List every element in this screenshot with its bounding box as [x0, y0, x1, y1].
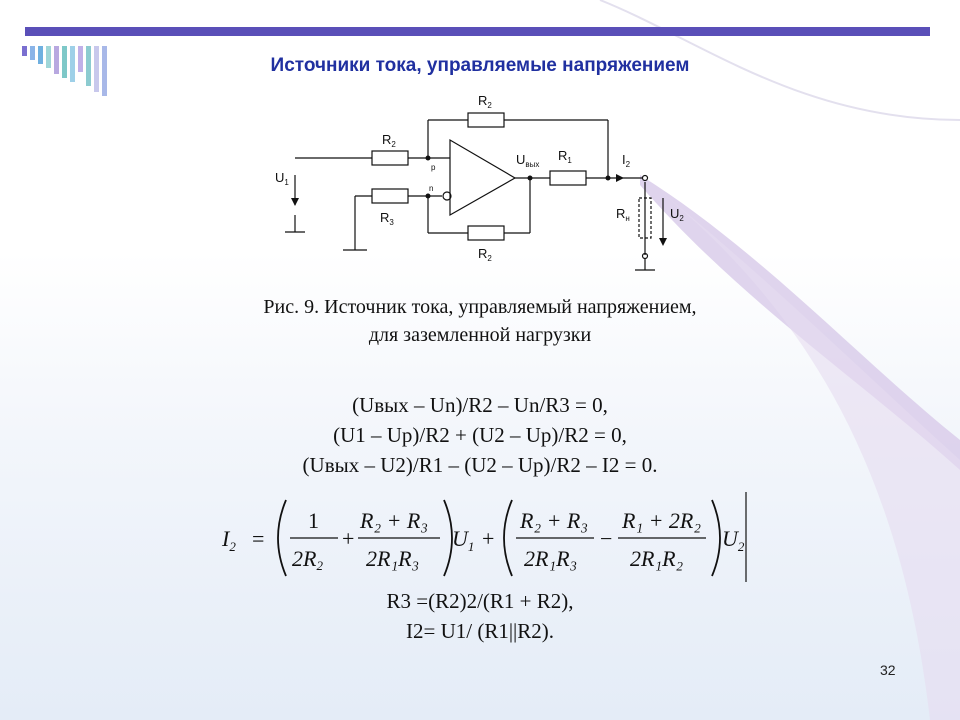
label-node-n: n	[429, 184, 434, 193]
formula-u2: $U_2$	[722, 526, 745, 554]
resistor-r2-top	[468, 113, 504, 127]
label-r2-top: $R_2$	[478, 93, 492, 110]
label-r3: $R_3$	[380, 210, 394, 227]
formula-u1: $U_1$	[452, 526, 475, 554]
label-r2-left: $R_2$	[382, 132, 396, 149]
t3-den: 2R₁R₃	[524, 546, 578, 571]
result-equations	[0, 586, 960, 646]
label-node-p: p	[431, 163, 436, 172]
equation-3: (Uвых – U2)/R1 – (U2 – Up)/R2 – I2 = 0.	[302, 453, 658, 477]
result-equation-1: R3 =(R2)2/(R1 + R2),	[386, 589, 574, 613]
svg-text:+: +	[342, 526, 355, 551]
t2-den: 2R₁R₃	[366, 546, 420, 571]
t1-num: 1	[308, 508, 319, 533]
t3-num: R₂ + R₃	[520, 508, 589, 533]
t4-den: 2R₁R₂	[630, 546, 684, 571]
t1-den: 2R2	[292, 546, 323, 573]
op-amp	[450, 140, 515, 215]
label-u2: $U_2$	[670, 206, 684, 223]
circuit-diagram	[250, 80, 720, 280]
svg-text:+: +	[482, 526, 495, 551]
equation-2: (U1 – Up)/R2 + (U2 – Up)/R2 = 0,	[333, 423, 627, 447]
current-formula	[220, 488, 760, 588]
caption-line-2: для заземленной нагрузки	[368, 324, 592, 346]
resistor-r2-bottom	[468, 226, 504, 240]
formula-lhs: $I_2$	[222, 526, 236, 554]
page-number: 32	[880, 662, 896, 678]
equation-1: (Uвых – Un)/R2 – Un/R3 = 0,	[352, 393, 608, 417]
equation-system	[0, 390, 960, 480]
label-i2: $I_2$	[622, 152, 631, 169]
caption-line-1: Рис. 9. Источник тока, управляемый напряжением,	[263, 296, 697, 318]
figure-caption	[0, 293, 960, 349]
svg-text:−: −	[600, 526, 613, 551]
t2-num: R₂ + R₃	[360, 508, 429, 533]
resistor-r3	[372, 189, 408, 203]
result-equation-2: I2= U1/ (R1||R2).	[406, 619, 554, 643]
formula-eq: =	[252, 526, 265, 551]
top-accent-bar	[25, 27, 930, 36]
label-rn: $R_н$	[616, 206, 630, 223]
resistor-r2-left	[372, 151, 408, 165]
label-r2-bottom: $R_2$	[478, 246, 492, 263]
t4-num: R₁ + 2R₂	[622, 508, 702, 533]
resistor-r1	[550, 171, 586, 185]
label-u1: $U_1$	[275, 170, 289, 187]
label-uout: $U_{вых}$	[516, 152, 540, 169]
label-r1: $R_1$	[558, 148, 572, 165]
slide-title: Источники тока, управляемые напряжением	[270, 55, 690, 76]
